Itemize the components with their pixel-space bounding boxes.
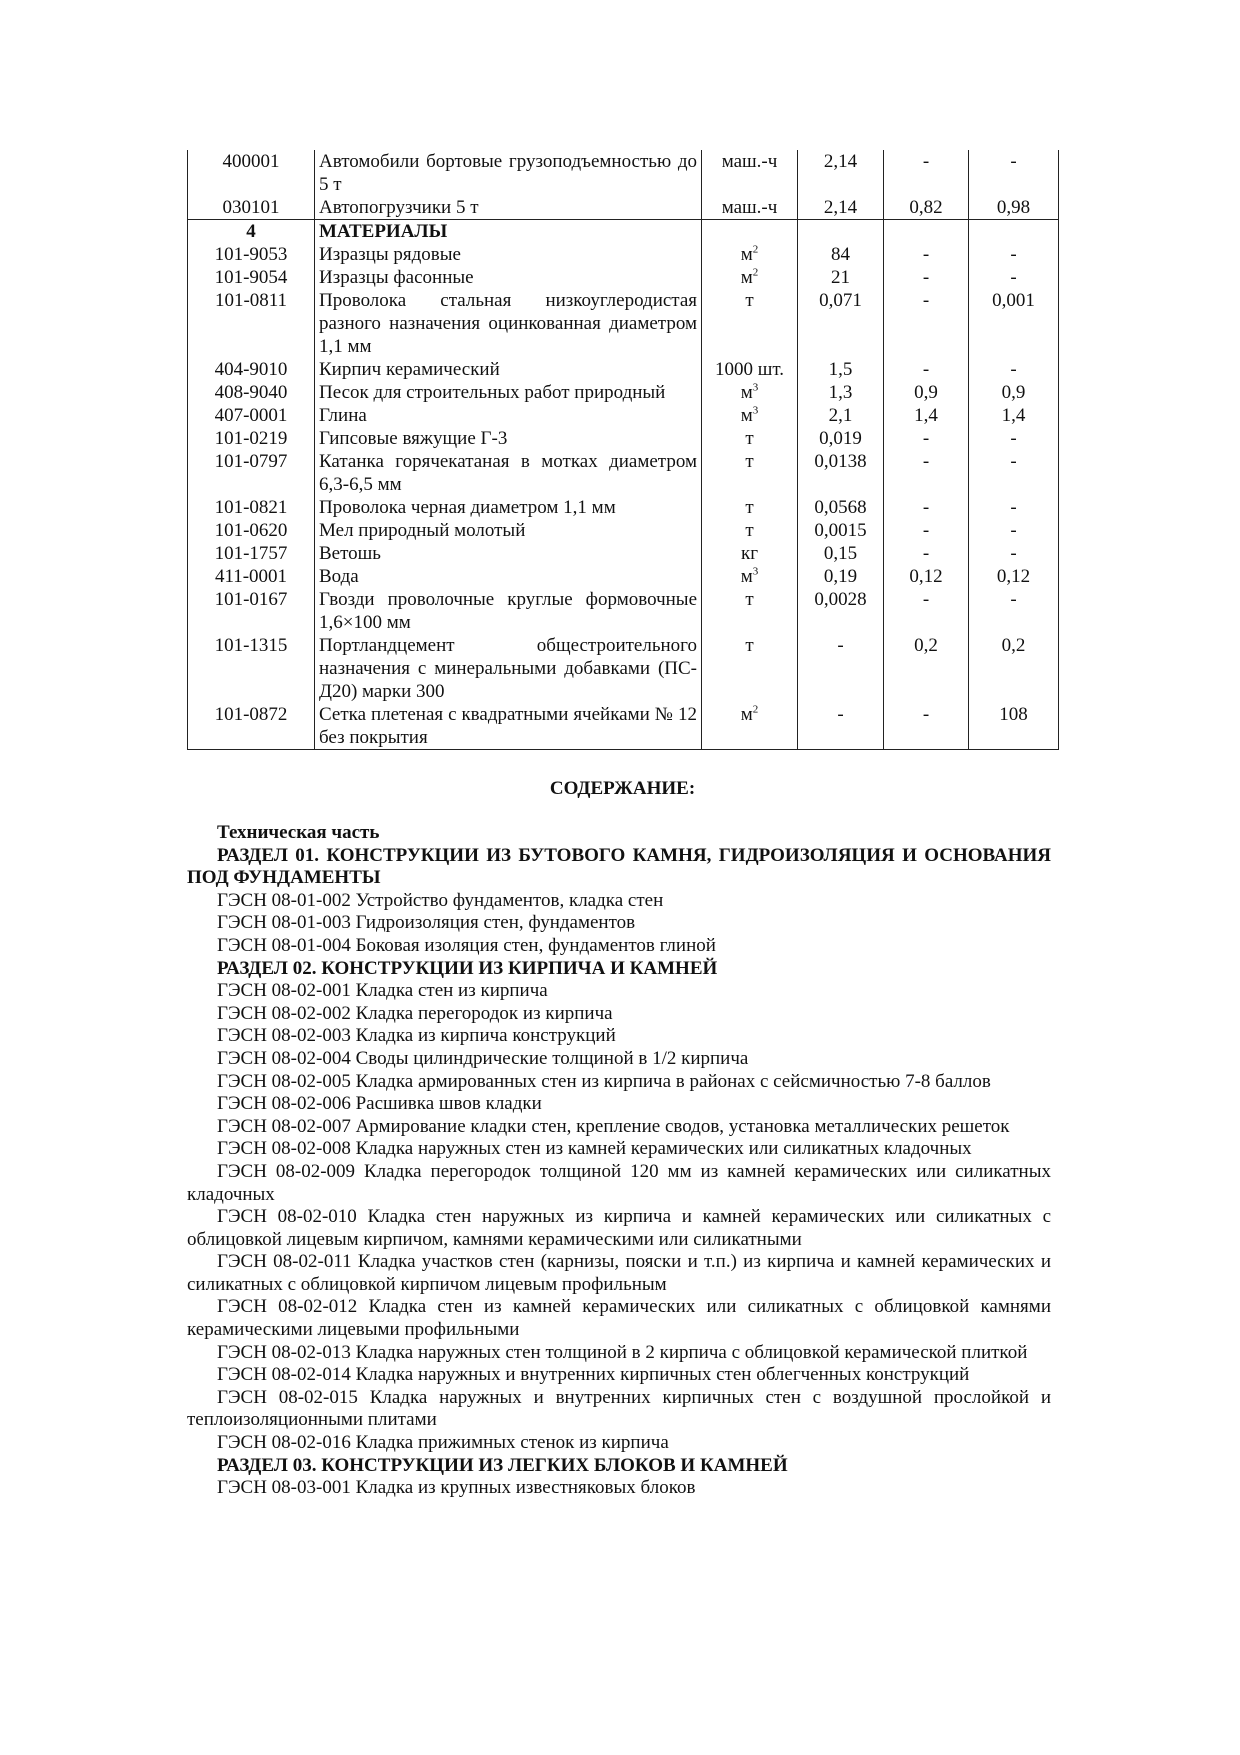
table-row: [188, 427, 1059, 450]
unit-exponent: 3: [752, 381, 759, 394]
unit-text: т: [745, 451, 754, 472]
contents-heading: РАЗДЕЛ 02. КОНСТРУКЦИИ ИЗ КИРПИЧА И КАМНЕЙ: [217, 957, 718, 979]
value-col-3: -: [969, 150, 1059, 196]
resource-code: 101-9053: [188, 243, 315, 266]
resource-name: Кирпич керамический: [315, 358, 702, 381]
value-col-2: -: [884, 450, 969, 496]
contents-item: ГЭСН 08-01-003 Гидроизоляция стен, фундаментов: [217, 912, 636, 934]
contents-item: ГЭСН 08-02-014 Кладка наружных и внутренних кирпичных стен облегченных конструкций: [217, 1364, 970, 1386]
resources-table-body: [188, 150, 1059, 750]
resource-unit: [702, 404, 798, 427]
value-col-3: 0,9: [969, 381, 1059, 404]
resource-name: Портландцемент общестроительного назначения с минеральными добавками (ПС-Д20) марки 300: [315, 634, 702, 703]
value-col-2: 0,2: [884, 634, 969, 703]
unit-text: т: [745, 635, 754, 656]
contents-item: ГЭСН 08-02-001 Кладка стен из кирпича: [217, 980, 548, 1002]
unit-text: м: [740, 704, 753, 725]
value-col-1: -: [798, 703, 884, 750]
contents-item: ГЭСН 08-02-005 Кладка армированных стен из кирпича в районах с сейсмичностью 7-8 баллов: [217, 1070, 991, 1092]
value-col-2: -: [884, 703, 969, 750]
resource-name: Глина: [315, 404, 702, 427]
unit-text: кг: [740, 543, 759, 564]
unit-text: т: [745, 497, 754, 518]
value-col-3: -: [969, 427, 1059, 450]
table-row: [188, 542, 1059, 565]
table-section-row: [188, 220, 1059, 244]
value-col-1: 0,19: [798, 565, 884, 588]
value-col-3: 1,4: [969, 404, 1059, 427]
value-col-2: -: [884, 427, 969, 450]
resource-unit: [702, 450, 798, 496]
resource-name: Ветошь: [315, 542, 702, 565]
resource-unit: [702, 196, 798, 220]
value-col-2: 0,9: [884, 381, 969, 404]
resource-name: Вода: [315, 565, 702, 588]
resource-unit: [702, 243, 798, 266]
contents-heading: РАЗДЕЛ 01. КОНСТРУКЦИИ ИЗ БУТОВОГО КАМНЯ, ГИДРОИЗОЛЯЦИЯ И ОСНОВАНИЯ ПОД ФУНДАМЕНТЫ: [187, 844, 1051, 889]
resource-name: МАТЕРИАЛЫ: [315, 220, 702, 244]
table-row: [188, 588, 1059, 634]
table-row: [188, 450, 1059, 496]
value-col-3: 0,12: [969, 565, 1059, 588]
value-col-3: 0,98: [969, 196, 1059, 220]
resource-unit: [702, 634, 798, 703]
table-row: [188, 404, 1059, 427]
resource-unit: [702, 588, 798, 634]
value-col-3: -: [969, 519, 1059, 542]
resource-code: 101-9054: [188, 266, 315, 289]
value-col-1: 0,071: [798, 289, 884, 358]
contents-item: ГЭСН 08-02-009 Кладка перегородок толщиной 120 мм из камней керамических или силикатных кладочных: [187, 1160, 1051, 1205]
contents-heading: РАЗДЕЛ 03. КОНСТРУКЦИИ ИЗ ЛЕГКИХ БЛОКОВ И КАМНЕЙ: [217, 1454, 788, 1476]
contents-item: ГЭСН 08-02-013 Кладка наружных стен толщиной в 2 кирпича с облицовкой керамической плиткой: [217, 1341, 1028, 1363]
unit-exponent: 2: [752, 266, 759, 279]
value-col-1: 2,14: [798, 196, 884, 220]
value-col-1: 21: [798, 266, 884, 289]
value-col-3: -: [969, 542, 1059, 565]
value-col-1: 2,1: [798, 404, 884, 427]
unit-exponent: 3: [752, 565, 759, 578]
resource-name: Автомобили бортовые грузоподъемностью до 5 т: [315, 150, 702, 196]
resource-code: 101-0797: [188, 450, 315, 496]
resource-code: 101-0821: [188, 496, 315, 519]
resource-code: 411-0001: [188, 565, 315, 588]
unit-text: т: [745, 520, 754, 541]
value-col-1: 1,5: [798, 358, 884, 381]
resource-code: 101-1757: [188, 542, 315, 565]
resource-unit: [702, 220, 798, 244]
value-col-1: 0,0028: [798, 588, 884, 634]
value-col-2: 1,4: [884, 404, 969, 427]
value-col-1: 2,14: [798, 150, 884, 196]
resource-code: 407-0001: [188, 404, 315, 427]
resource-name: Проволока стальная низкоуглеродистая разного назначения оцинкованная диаметром 1,1 мм: [315, 289, 702, 358]
value-col-1: 1,3: [798, 381, 884, 404]
resource-unit: [702, 358, 798, 381]
contents-item: ГЭСН 08-01-002 Устройство фундаментов, кладка стен: [217, 889, 664, 911]
table-row: [188, 496, 1059, 519]
unit-exponent: 2: [752, 243, 759, 256]
resource-code: 101-0872: [188, 703, 315, 750]
resource-code: 101-0219: [188, 427, 315, 450]
unit-text: 1000 шт.: [714, 359, 784, 380]
value-col-1: 84: [798, 243, 884, 266]
table-row: [188, 381, 1059, 404]
table-row: [188, 358, 1059, 381]
unit-text: маш.-ч: [721, 197, 778, 218]
resource-unit: [702, 542, 798, 565]
value-col-3: -: [969, 243, 1059, 266]
contents-item: ГЭСН 08-02-004 Своды цилиндрические толщиной в 1/2 кирпича: [217, 1047, 749, 1069]
value-col-2: 0,12: [884, 565, 969, 588]
value-col-2: -: [884, 266, 969, 289]
value-col-3: [969, 220, 1059, 244]
value-col-1: 0,0015: [798, 519, 884, 542]
contents-item: ГЭСН 08-02-006 Расшивка швов кладки: [217, 1093, 542, 1115]
resource-unit: [702, 519, 798, 542]
unit-text: м: [740, 566, 753, 587]
value-col-3: -: [969, 450, 1059, 496]
value-col-1: 0,0568: [798, 496, 884, 519]
value-col-2: -: [884, 243, 969, 266]
contents-item: ГЭСН 08-02-002 Кладка перегородок из кирпича: [217, 1002, 613, 1024]
table-row: [188, 196, 1059, 220]
value-col-2: 0,82: [884, 196, 969, 220]
table-row: [188, 519, 1059, 542]
value-col-3: 0,2: [969, 634, 1059, 703]
resource-name: Проволока черная диаметром 1,1 мм: [315, 496, 702, 519]
unit-text: м: [740, 244, 753, 265]
table-row: [188, 266, 1059, 289]
value-col-3: -: [969, 588, 1059, 634]
contents-item: ГЭСН 08-02-010 Кладка стен наружных из кирпича и камней керамических или силикатных с облицовкой лицевым кирпичом, камнями керамическими или силикатными: [187, 1206, 1051, 1250]
contents-item: ГЭСН 08-02-016 Кладка прижимных стенок из кирпича: [217, 1432, 669, 1454]
resource-code: 404-9010: [188, 358, 315, 381]
resource-code: 101-0167: [188, 588, 315, 634]
value-col-1: 0,019: [798, 427, 884, 450]
contents-item: ГЭСН 08-03-001 Кладка из крупных известняковых блоков: [217, 1477, 696, 1499]
resource-unit: [702, 427, 798, 450]
resource-name: Песок для строительных работ природный: [315, 381, 702, 404]
table-row: [188, 634, 1059, 703]
contents-item: ГЭСН 08-01-004 Боковая изоляция стен, фундаментов глиной: [217, 934, 716, 956]
unit-text: т: [745, 589, 754, 610]
resource-name: Изразцы фасонные: [315, 266, 702, 289]
value-col-2: -: [884, 519, 969, 542]
contents-title: СОДЕРЖАНИЕ:: [549, 778, 696, 799]
resource-name: Катанка горячекатаная в мотках диаметром 6,3-6,5 мм: [315, 450, 702, 496]
resource-name: Изразцы рядовые: [315, 243, 702, 266]
resource-code: 101-0811: [188, 289, 315, 358]
resource-code: 408-9040: [188, 381, 315, 404]
value-col-2: [884, 220, 969, 244]
resource-unit: [702, 150, 798, 196]
value-col-2: -: [884, 496, 969, 519]
contents-item: ГЭСН 08-02-012 Кладка стен из камней керамических или силикатных с облицовкой камнями керамическими лицевыми профильными: [187, 1296, 1051, 1341]
contents-list: [187, 822, 1051, 1500]
unit-text: м: [740, 267, 753, 288]
contents-item: ГЭСН 08-02-015 Кладка наружных и внутренних кирпичных стен с воздушной прослойкой и теплоизоляционными плитами: [187, 1386, 1051, 1431]
unit-exponent: 3: [752, 404, 759, 417]
resource-name: Сетка плетеная с квадратными ячейками № 12 без покрытия: [315, 703, 702, 750]
unit-exponent: 2: [752, 703, 759, 716]
value-col-2: -: [884, 150, 969, 196]
resource-code: 101-1315: [188, 634, 315, 703]
resource-code: 400001: [188, 150, 315, 196]
resource-code: 030101: [188, 196, 315, 220]
table-row: [188, 703, 1059, 750]
resource-unit: [702, 381, 798, 404]
unit-text: м: [740, 405, 753, 426]
value-col-1: -: [798, 634, 884, 703]
resource-name: Гипсовые вяжущие Г-3: [315, 427, 702, 450]
value-col-3: 0,001: [969, 289, 1059, 358]
resource-unit: [702, 289, 798, 358]
table-row: [188, 565, 1059, 588]
value-col-2: -: [884, 588, 969, 634]
value-col-1: [798, 220, 884, 244]
unit-text: м: [740, 382, 753, 403]
value-col-2: -: [884, 358, 969, 381]
value-col-3: -: [969, 266, 1059, 289]
value-col-2: -: [884, 289, 969, 358]
resource-code: 101-0620: [188, 519, 315, 542]
value-col-3: 108: [969, 703, 1059, 750]
unit-text: т: [745, 428, 754, 449]
resource-unit: [702, 496, 798, 519]
resource-code: 4: [188, 220, 315, 244]
resource-name: Гвозди проволочные круглые формовочные 1,6×100 мм: [315, 588, 702, 634]
resource-name: Мел природный молотый: [315, 519, 702, 542]
value-col-3: -: [969, 358, 1059, 381]
contents-item: ГЭСН 08-02-003 Кладка из кирпича конструкций: [217, 1025, 616, 1047]
unit-text: маш.-ч: [721, 151, 778, 172]
resource-unit: [702, 565, 798, 588]
table-row: [188, 289, 1059, 358]
value-col-2: -: [884, 542, 969, 565]
table-row: [188, 243, 1059, 266]
value-col-1: 0,0138: [798, 450, 884, 496]
table-row: [188, 150, 1059, 196]
contents-item: ГЭСН 08-02-008 Кладка наружных стен из камней керамических или силикатных кладочных: [217, 1138, 972, 1160]
contents-item: ГЭСН 08-02-007 Армирование кладки стен, крепление сводов, установка металлических решеток: [217, 1115, 1010, 1137]
unit-text: т: [745, 290, 754, 311]
resource-unit: [702, 703, 798, 750]
value-col-3: -: [969, 496, 1059, 519]
contents-item: ГЭСН 08-02-011 Кладка участков стен (карнизы, пояски и т.п.) из кирпича и камней керамических и силикатных с облицовкой кирпичом лицевым профильным: [187, 1251, 1051, 1295]
value-col-1: 0,15: [798, 542, 884, 565]
resource-unit: [702, 266, 798, 289]
resources-table: [187, 150, 1059, 750]
resource-name: Автопогрузчики 5 т: [315, 196, 702, 220]
contents-heading: Техническая часть: [217, 822, 380, 843]
